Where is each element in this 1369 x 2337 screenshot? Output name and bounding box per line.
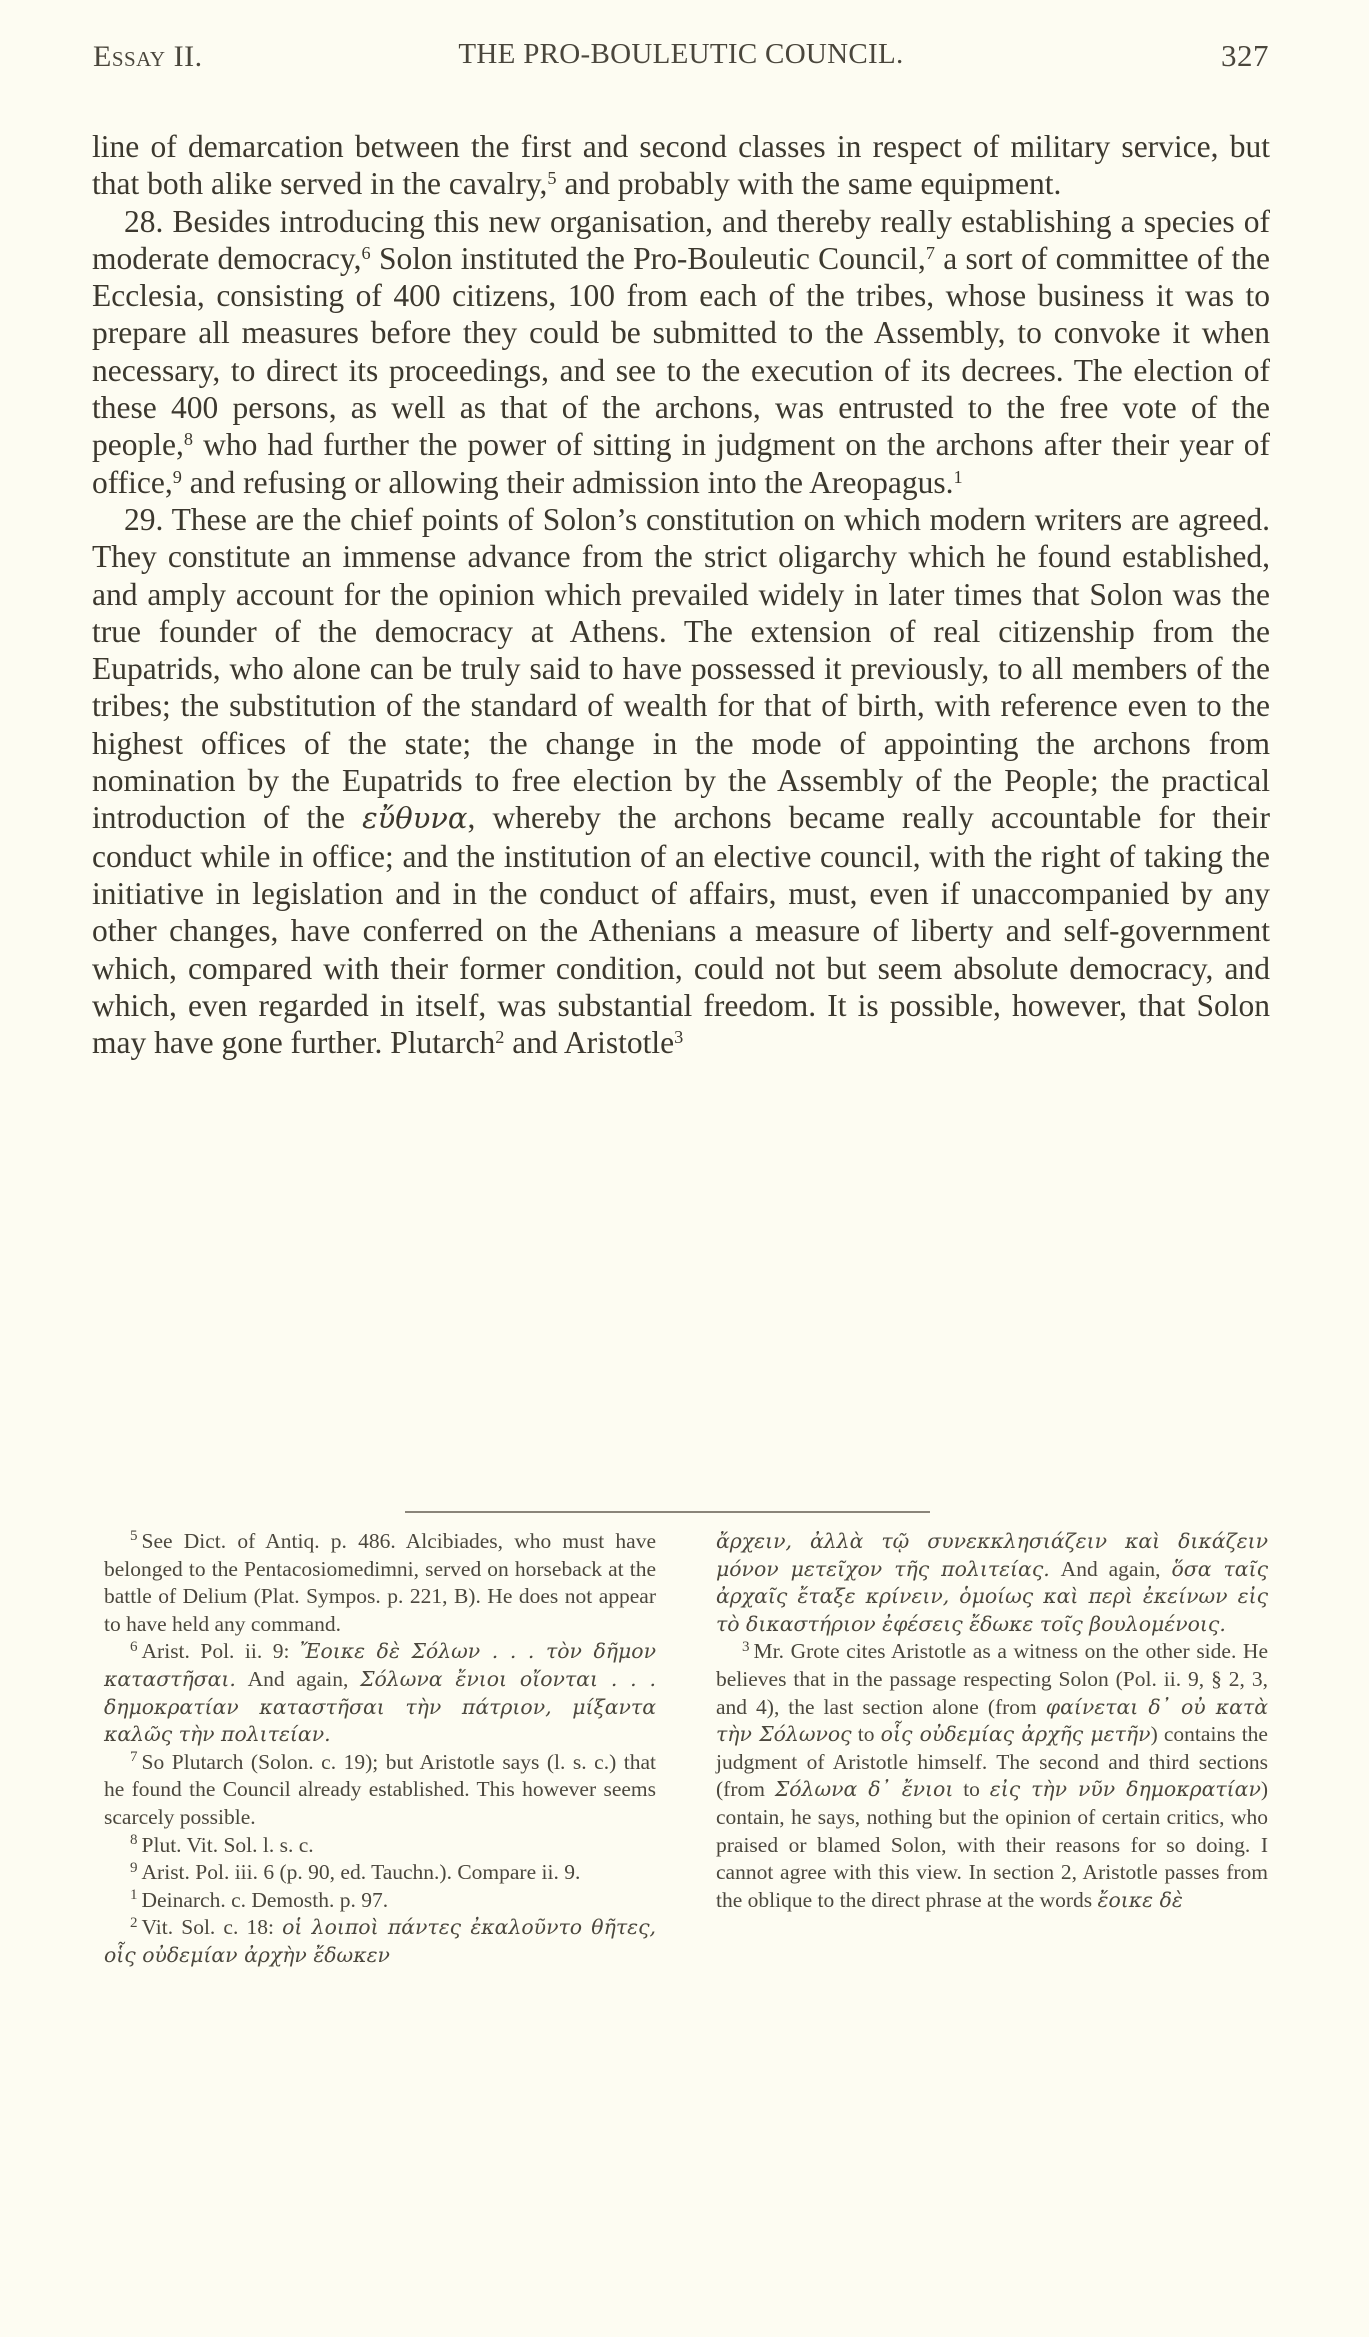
running-head-essay: Essay II. [93, 40, 203, 73]
footnote-3: $^3$ Mr. Grote cites Aristotle as a witness on the other side. He believes that in the passage respecting Solon (Pol. ii. 9, § 2, 3, and 4), the last section alone (from φαίνεται δ᾽ οὐ κατὰ τὴν Σόλωνος to οἷς οὐδεμίας ἀρχῆς μετῆν) contains the judgment of Aristotle himself. The second and third sections (from Σόλωνα δ᾽ ἔνιοι to εἰς τὴν νῦν δημοκρατίαν) contain, he says, nothing but the opinion of certain critics, who praised or blamed Solon, with their reasons for so doing. I cannot agree with this view. In section 2, Aristotle passes from the oblique to the direct phrase at the words ἔοικε δὲ [716, 1638, 1269, 1912]
footnote-ref: 2 [495, 1027, 505, 1048]
footnote-2-continued: ἄρχειν, ἀλλὰ τῷ συνεκκλησιάζειν καὶ δικάζειν μόνον μετεῖχον τῆς πολιτείας. And again, ὅσα ταῖς ἀρχαῖς ἔταξε κρίνειν, ὁμοίως καὶ περὶ ἐκείνων εἰς τὸ δικαστήριον ἐφέσεις ἔδωκε τοῖς βουλομένοις. [716, 1529, 1269, 1636]
footnote-ref: 5 [547, 168, 557, 189]
paragraph-28: 28. Besides introducing this new organisation, and thereby really establishing a species of moderate democracy,$^6$ Solon instituted the Pro-Bouleutic Council,$^7$ a sort of committee of the Ecclesia, consisting of 400 citizens, 100 from each of the tribes, whose business it was to prepare all measures before they could be submitted to the Assembly, to convoke it when necessary, to direct its proceedings, and see to the execution of its decrees. The election of these 400 persons, as well as that of the archons, was entrusted to the free vote of the people,$^8$ who had further the power of sitting in judgment on the archons after their year of office,$^9$ and refusing or allowing their admission into the Areopagus.$^1$ [92, 203, 1270, 500]
footnote-8: $^8$ Plut. Vit. Sol. l. s. c. [130, 1832, 314, 1857]
footnote-6: $^6$ Arist. Pol. ii. 9: Ἔοικε δὲ Σόλων . . . τὸν δῆμον καταστῆσαι. And again, Σόλωνα ἔνιοι οἴονται . . . δημοκρατίαν καταστῆσαι τὴν πάτριον, μίξαντα καλῶς τὴν πολιτείαν. [104, 1638, 656, 1747]
footnote-7: $^7$ So Plutarch (Solon. c. 19); but Aristotle says (l. s. c.) that he found the Council already established. This however seems scarcely possible. [104, 1749, 656, 1829]
footnote-ref: 9 [172, 466, 182, 487]
footnote-1: $^1$ Deinarch. c. Demosth. p. 97. [130, 1887, 389, 1912]
footnote-5: $^5$ See Dict. of Antiq. p. 486. Alcibiades, who must have belonged to the Pentacosiomedimni, served on horseback at the battle of Delium (Plat. Sympos. p. 221, B). He does not appear to have held any command. [104, 1528, 656, 1636]
footnotes [104, 1528, 1268, 1970]
paragraph-29: 29. These are the chief points of Solon’s constitution on which modern writers are agreed. They constitute an immense advance from the strict oligarchy which he found established, and amply account for the opinion which prevailed widely in later times that Solon was the true founder of the democracy at Athens. The extension of real citizenship from the Eupatrids, who alone can be truly said to have possessed it previously, to all members of the tribes; the substitution of the standard of wealth for that of birth, with reference even to the highest offices of the state; the change in the mode of appointing the archons from nomination by the Eupatrids to free election by the Assembly of the People; the practical introduction of the εὔθυνα, whereby the archons became really accountable for their conduct while in office; and the institution of an elective council, with the right of taking the initiative in legislation and in the conduct of affairs, must, even if unaccompanied by any other changes, have conferred on the Athenians a measure of liberty and self-government which, compared with their former condition, could not but seem absolute democracy, and which, even regarded in itself, was substantial freedom. It is possible, however, that Solon may have gone further. Plutarch$^2$ and Aristotle$^3$ [92, 501, 1271, 1061]
paragraph-continued: line of demarcation between the first and second classes in respect of military service, but that both alike served in the cavalry,$^5$ and probably with the same equipment. [92, 129, 1270, 202]
footnote-ref: 7 [925, 242, 935, 263]
running-head-title: THE PRO-BOULEUTIC COUNCIL. [458, 38, 904, 70]
footnote-ref: 8 [183, 429, 193, 450]
footnotes-left-column [104, 1528, 656, 1970]
footnote-ref: 1 [953, 466, 963, 487]
footnotes-right-column [716, 1528, 1268, 1970]
footnote-separator [405, 1511, 930, 1513]
running-head [93, 38, 1269, 82]
footnote-ref: 3 [674, 1027, 684, 1048]
footnote-ref: 6 [361, 242, 371, 263]
footnote-9: $^9$ Arist. Pol. iii. 6 (p. 90, ed. Tauchn.). Compare ii. 9. [130, 1859, 581, 1885]
page-number: 327 [1221, 38, 1269, 73]
greek-term: εὔθυνα [362, 801, 468, 836]
footnote-2: $^2$ Vit. Sol. c. 18: οἱ λοιποὶ πάντες ἐκαλοῦντο θῆτες, οἷς οὐδεμίαν ἀρχὴν ἔδωκεν [104, 1914, 656, 1967]
main-text [92, 128, 1270, 1061]
